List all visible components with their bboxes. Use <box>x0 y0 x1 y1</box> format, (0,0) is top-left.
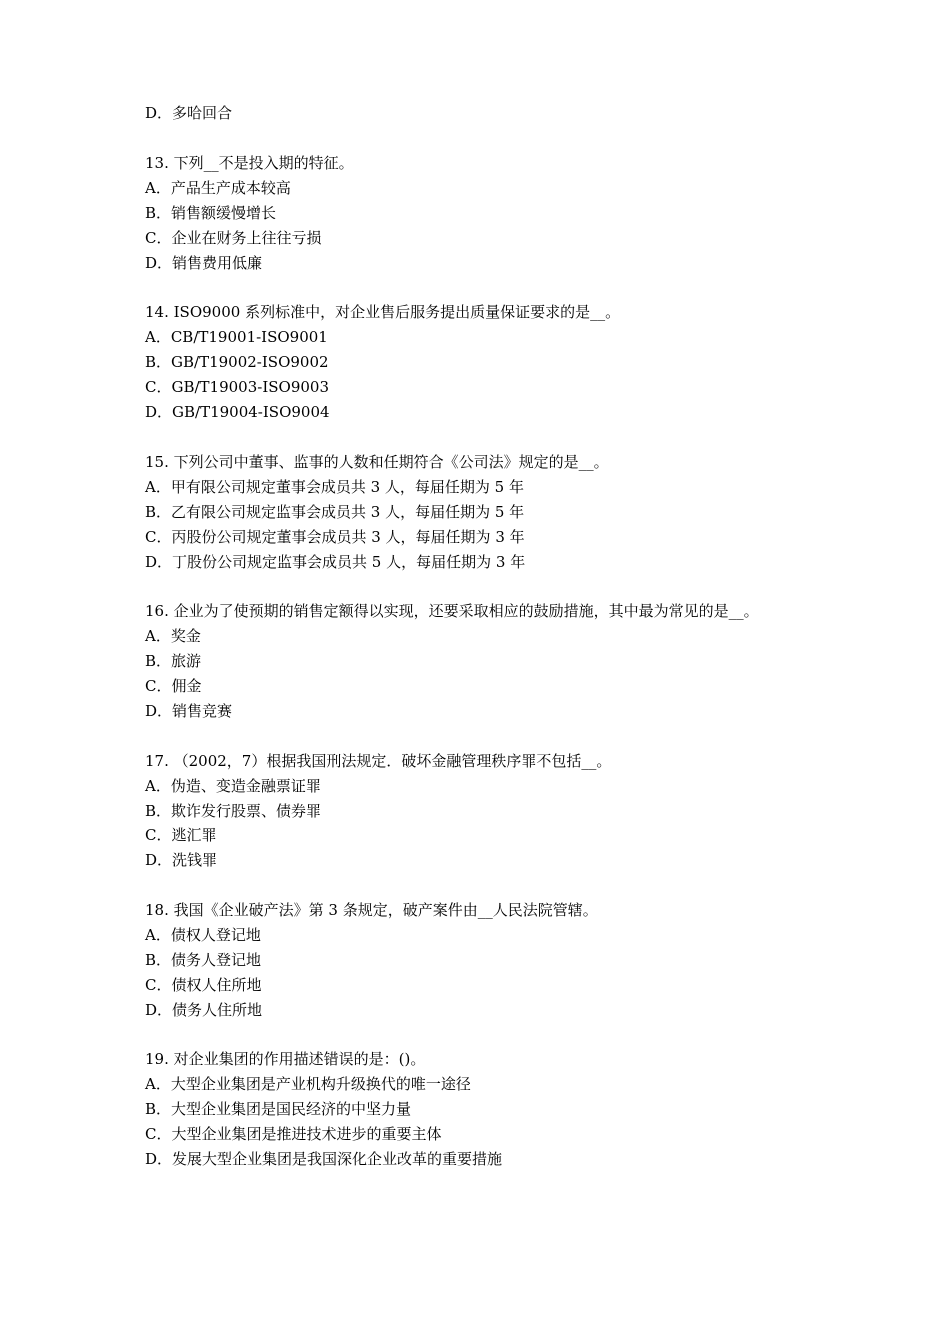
option-c: C．丙股份公司规定董事会成员共 3 人，每届任期为 3 年 <box>145 528 525 546</box>
option-c: C．企业在财务上往往亏损 <box>145 229 322 247</box>
option-c: C．佣金 <box>145 677 202 695</box>
option-b: B．欺诈发行股票、债券罪 <box>145 802 322 820</box>
option-b: B．乙有限公司规定监事会成员共 3 人，每届任期为 5 年 <box>145 503 525 521</box>
option-d: D．销售竞赛 <box>145 702 233 720</box>
option-d: D．GB/T19004-ISO9004 <box>145 403 330 421</box>
option-d: D．债务人住所地 <box>145 1001 263 1019</box>
option-a: A．产品生产成本较高 <box>145 179 291 197</box>
option-a: A．甲有限公司规定董事会成员共 3 人，每届任期为 5 年 <box>145 478 524 496</box>
question-16: 16. 企业为了使预期的销售定额得以实现，还要采取相应的鼓励措施，其中最为常见的是__。 <box>145 602 759 620</box>
question-13: 13. 下列__不是投入期的特征。 <box>145 154 354 172</box>
option-a: A．奖金 <box>145 627 201 645</box>
option-d: D．发展大型企业集团是我国深化企业改革的重要措施 <box>145 1150 503 1168</box>
option-c: C．大型企业集团是推进技术进步的重要主体 <box>145 1125 442 1143</box>
option-d: D．多哈回合 <box>145 104 233 122</box>
option-c: C．GB/T19003-ISO9003 <box>145 378 329 396</box>
question-18: 18. 我国《企业破产法》第 3 条规定，破产案件由__人民法院管辖。 <box>145 901 598 919</box>
question-15: 15. 下列公司中董事、监事的人数和任期符合《公司法》规定的是__。 <box>145 453 609 471</box>
option-b: B．旅游 <box>145 652 202 670</box>
option-d: D．销售费用低廉 <box>145 254 263 272</box>
option-c: C．逃汇罪 <box>145 826 217 844</box>
question-19: 19. 对企业集团的作用描述错误的是：()。 <box>145 1050 426 1068</box>
option-a: A．债权人登记地 <box>145 926 261 944</box>
option-a: A．大型企业集团是产业机构升级换代的唯一途径 <box>145 1075 471 1093</box>
option-d: D．丁股份公司规定监事会成员共 5 人，每届任期为 3 年 <box>145 553 526 571</box>
option-a: A．CB/T19001-ISO9001 <box>145 328 328 346</box>
question-14: 14. ISO9000 系列标准中，对企业售后服务提出质量保证要求的是__。 <box>145 303 621 321</box>
option-c: C．债权人住所地 <box>145 976 262 994</box>
option-b: B．销售额缓慢增长 <box>145 204 277 222</box>
option-b: B．债务人登记地 <box>145 951 262 969</box>
option-a: A．伪造、变造金融票证罪 <box>145 777 321 795</box>
option-b: B．GB/T19002-ISO9002 <box>145 353 329 371</box>
option-b: B．大型企业集团是国民经济的中坚力量 <box>145 1100 412 1118</box>
question-17: 17. （2002，7）根据我国刑法规定．破坏金融管理秩序罪不包括__。 <box>145 752 612 770</box>
option-d: D．洗钱罪 <box>145 851 218 869</box>
